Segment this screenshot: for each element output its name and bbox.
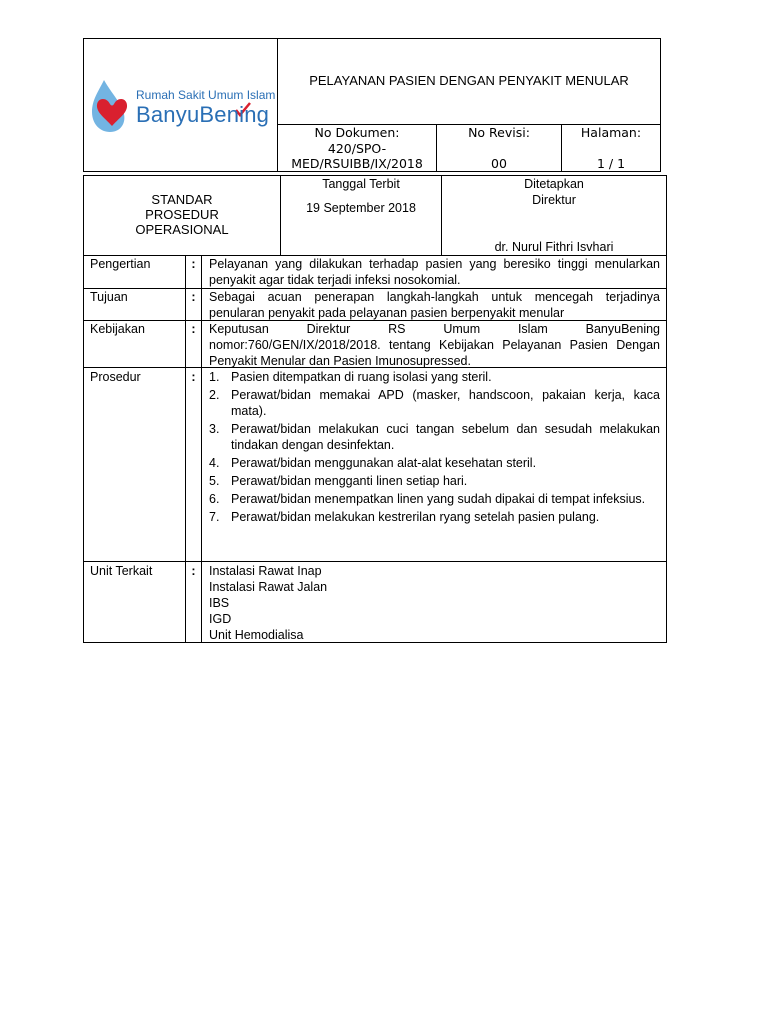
tanggal-label: Tanggal Terbit xyxy=(322,177,400,191)
prosedur-item-text: Perawat/bidan memakai APD (masker, handscoon, pakaian kerja, kaca mata). xyxy=(231,388,660,418)
tanggal-value: 19 September 2018 xyxy=(306,201,416,215)
unit-terkait-item: IBS xyxy=(209,596,230,610)
signer-name: dr. Nurul Fithri Isvhari xyxy=(494,240,614,254)
no-dokumen-label: No Dokumen: xyxy=(314,125,400,140)
prosedur-item-number: 5. xyxy=(209,474,220,488)
unit-terkait-label: Unit Terkait xyxy=(90,564,153,578)
unit-terkait-item: IGD xyxy=(209,612,232,626)
sop-line-1: STANDAR xyxy=(151,192,213,207)
halaman-label: Halaman: xyxy=(580,125,642,140)
prosedur-item-number: 2. xyxy=(209,388,220,402)
prosedur-item xyxy=(209,455,660,471)
pengertian-label: Pengertian xyxy=(90,257,151,271)
kebijakan-colon: : xyxy=(191,322,196,336)
prosedur-item-number: 6. xyxy=(209,492,220,506)
prosedur-item xyxy=(209,421,660,453)
prosedur-item xyxy=(209,473,660,489)
column-divider-1 xyxy=(185,255,186,643)
kebijakan-text: Keputusan Direktur RS Umum Islam BanyuBening nomor:760/GEN/IX/2018/2018. tentang Kebijakan Pelayanan Pasien Dengan Penyakit Menular dan Pasien Imunosupressed. xyxy=(209,322,660,368)
no-dokumen-value-1: 420/SPO- xyxy=(327,141,387,156)
prosedur-item-number: 7. xyxy=(209,510,220,524)
prosedur-colon: : xyxy=(191,370,196,384)
column-divider-2 xyxy=(201,255,202,643)
prosedur-item-number: 1. xyxy=(209,370,220,384)
prosedur-list xyxy=(209,369,660,527)
prosedur-item-text: Perawat/bidan melakukan cuci tangan sebelum dan sesudah melakukan tindakan dengan desinfektan. xyxy=(231,422,660,452)
prosedur-item-text: Perawat/bidan menggunakan alat-alat kesehatan steril. xyxy=(231,456,537,470)
tujuan-text: Sebagai acuan penerapan langkah-langkah untuk mencegah terjadinya penularan penyakit pada pelayanan pasien berpenyakit menular xyxy=(209,290,660,320)
no-revisi-value: 00 xyxy=(491,156,507,171)
tujuan-label: Tujuan xyxy=(90,290,128,304)
prosedur-item xyxy=(209,369,660,385)
prosedur-item-text: Pasien ditempatkan di ruang isolasi yang steril. xyxy=(231,370,492,384)
logo-subtitle: Rumah Sakit Umum Islam xyxy=(136,88,276,102)
prosedur-item-number: 4. xyxy=(209,456,220,470)
tujuan-colon: : xyxy=(191,290,196,304)
prosedur-item-text: Perawat/bidan menempatkan linen yang sudah dipakai di tempat infeksius. xyxy=(231,492,646,506)
ditetapkan-label: Ditetapkan xyxy=(524,177,584,191)
pengertian-colon: : xyxy=(191,257,196,271)
unit-terkait-item: Instalasi Rawat Jalan xyxy=(209,580,328,594)
prosedur-item-text: Perawat/bidan melakukan kestrerilan ryang setelah pasien pulang. xyxy=(231,510,600,524)
prosedur-item xyxy=(209,491,660,507)
halaman-value: 1 / 1 xyxy=(596,156,626,171)
prosedur-item xyxy=(209,387,660,419)
no-revisi-label: No Revisi: xyxy=(468,125,530,140)
unit-terkait-item: Unit Hemodialisa xyxy=(209,628,304,642)
kebijakan-label: Kebijakan xyxy=(90,322,145,336)
prosedur-item-number: 3. xyxy=(209,422,220,436)
prosedur-label: Prosedur xyxy=(90,370,141,384)
prosedur-item xyxy=(209,509,660,525)
logo-name: BanyuBening xyxy=(136,102,270,127)
sop-line-3: OPERASIONAL xyxy=(135,222,229,237)
sop-line-2: PROSEDUR xyxy=(145,207,219,222)
prosedur-item-text: Perawat/bidan mengganti linen setiap hari. xyxy=(231,474,468,488)
unit-terkait-list xyxy=(209,563,660,643)
pengertian-text: Pelayanan yang dilakukan terhadap pasien yang beresiko tinggi menularkan penyakit agar tidak terjadi infeksi nosokomial. xyxy=(209,257,660,287)
document-title: PELAYANAN PASIEN DENGAN PENYAKIT MENULAR xyxy=(309,73,629,88)
direktur-label: Direktur xyxy=(532,193,576,207)
unit-terkait-colon: : xyxy=(191,564,196,578)
no-dokumen-value-2: MED/RSUIBB/IX/2018 xyxy=(291,156,423,171)
unit-terkait-item: Instalasi Rawat Inap xyxy=(209,564,322,578)
